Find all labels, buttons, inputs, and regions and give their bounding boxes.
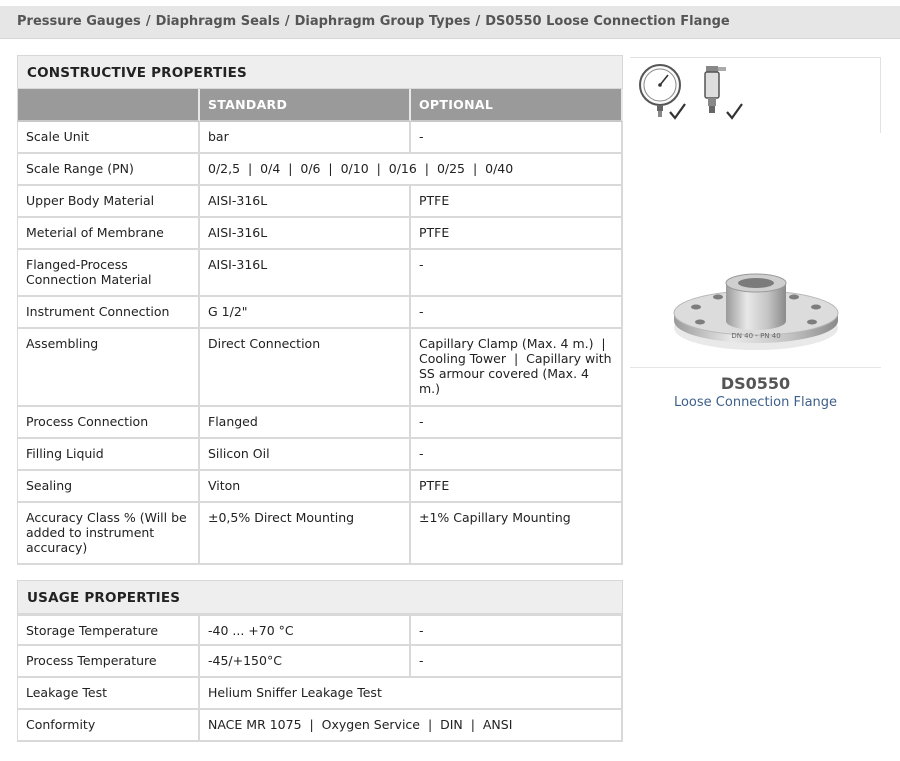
checkmark-icon bbox=[727, 104, 742, 118]
breadcrumb-separator: / bbox=[284, 14, 290, 29]
product-image bbox=[630, 255, 881, 364]
row-standard: NACE MR 1075 | Oxygen Service | DIN | ANSI bbox=[200, 710, 623, 742]
product-code: DS0550 bbox=[720, 374, 791, 393]
row-label: Conformity bbox=[17, 710, 200, 742]
row-standard: -45/+150°C bbox=[200, 646, 411, 678]
row-label: Process Temperature bbox=[17, 646, 200, 678]
header-optional: OPTIONAL bbox=[411, 89, 623, 122]
row-optional: - bbox=[411, 614, 623, 646]
breadcrumb-current: DS0550 Loose Connection Flange bbox=[485, 14, 730, 29]
breadcrumb-bar bbox=[0, 6, 900, 39]
breadcrumb-link-diaphragm-seals[interactable]: Diaphragm Seals bbox=[155, 14, 280, 29]
row-optional: - bbox=[411, 250, 623, 297]
table-row bbox=[17, 503, 623, 565]
flange-image bbox=[630, 255, 881, 360]
table-row bbox=[17, 329, 623, 407]
breadcrumb-link-pressure-gauges[interactable]: Pressure Gauges bbox=[17, 14, 141, 29]
product-divider bbox=[630, 367, 881, 368]
row-label: Scale Unit bbox=[17, 122, 200, 154]
row-label: Flanged-Process Connection Material bbox=[17, 250, 200, 297]
row-label: Scale Range (PN) bbox=[17, 154, 200, 186]
breadcrumb-link-diaphragm-group-types[interactable]: Diaphragm Group Types bbox=[294, 14, 471, 29]
row-standard: Viton bbox=[200, 471, 411, 503]
row-label: Accuracy Class % (Will be added to instrument accuracy) bbox=[17, 503, 200, 565]
breadcrumb-separator: / bbox=[475, 14, 481, 29]
flange-engraving: DN 40 - PN 40 bbox=[731, 332, 781, 340]
row-standard: ±0,5% Direct Mounting bbox=[200, 503, 411, 565]
table-row bbox=[17, 186, 623, 218]
row-optional: PTFE bbox=[411, 186, 623, 218]
row-optional: ±1% Capillary Mounting bbox=[411, 503, 623, 565]
usage-properties-table bbox=[17, 614, 623, 742]
table-row bbox=[17, 678, 623, 710]
pressure-gauge-icon bbox=[640, 65, 680, 117]
table-row bbox=[17, 407, 623, 439]
table-row bbox=[17, 710, 623, 742]
row-label: Assembling bbox=[17, 329, 200, 407]
usage-properties-panel bbox=[17, 580, 623, 742]
pressure-transmitter-icon bbox=[705, 66, 726, 113]
table-row bbox=[17, 471, 623, 503]
row-label: Upper Body Material bbox=[17, 186, 200, 218]
table-row bbox=[17, 646, 623, 678]
row-standard: bar bbox=[200, 122, 411, 154]
row-label: Storage Temperature bbox=[17, 614, 200, 646]
header-standard: STANDARD bbox=[200, 89, 411, 122]
row-standard: Helium Sniffer Leakage Test bbox=[200, 678, 623, 710]
row-optional: - bbox=[411, 407, 623, 439]
row-standard: -40 ... +70 °C bbox=[200, 614, 411, 646]
row-label: Meterial of Membrane bbox=[17, 218, 200, 250]
row-optional: - bbox=[411, 297, 623, 329]
breadcrumb-separator: / bbox=[145, 14, 151, 29]
compatibility-box bbox=[630, 57, 881, 133]
row-optional: PTFE bbox=[411, 218, 623, 250]
row-standard: Direct Connection bbox=[200, 329, 411, 407]
row-optional: PTFE bbox=[411, 471, 623, 503]
table-row bbox=[17, 250, 623, 297]
table-row bbox=[17, 154, 623, 186]
breadcrumb bbox=[17, 14, 730, 29]
checkmark-icon bbox=[670, 104, 685, 118]
row-optional: - bbox=[411, 122, 623, 154]
row-optional: - bbox=[411, 439, 623, 471]
usage-properties-title: USAGE PROPERTIES bbox=[17, 580, 623, 614]
row-label: Leakage Test bbox=[17, 678, 200, 710]
row-optional: - bbox=[411, 646, 623, 678]
constructive-properties-title: CONSTRUCTIVE PROPERTIES bbox=[17, 55, 623, 89]
table-header-row bbox=[17, 89, 623, 122]
row-optional: Capillary Clamp (Max. 4 m.) | Cooling Tower | Capillary with SS armour covered (Max. 4 m.) bbox=[411, 329, 623, 407]
row-standard: AISI-316L bbox=[200, 250, 411, 297]
table-row bbox=[17, 297, 623, 329]
row-standard: AISI-316L bbox=[200, 186, 411, 218]
row-standard: 0/2,5 | 0/4 | 0/6 | 0/10 | 0/16 | 0/25 | 0/40 bbox=[200, 154, 623, 186]
table-row bbox=[17, 614, 623, 646]
row-label: Filling Liquid bbox=[17, 439, 200, 471]
row-label: Process Connection bbox=[17, 407, 200, 439]
header-blank bbox=[17, 89, 200, 122]
table-row bbox=[17, 439, 623, 471]
row-standard: Silicon Oil bbox=[200, 439, 411, 471]
row-standard: Flanged bbox=[200, 407, 411, 439]
row-label: Instrument Connection bbox=[17, 297, 200, 329]
row-label: Sealing bbox=[17, 471, 200, 503]
compatibility-icons bbox=[630, 58, 881, 134]
product-name-link[interactable]: Loose Connection Flange bbox=[673, 395, 838, 410]
table-row bbox=[17, 218, 623, 250]
row-standard: G 1/2" bbox=[200, 297, 411, 329]
table-row bbox=[17, 122, 623, 154]
row-standard: AISI-316L bbox=[200, 218, 411, 250]
constructive-properties-panel bbox=[17, 55, 623, 565]
constructive-properties-table bbox=[17, 89, 623, 565]
